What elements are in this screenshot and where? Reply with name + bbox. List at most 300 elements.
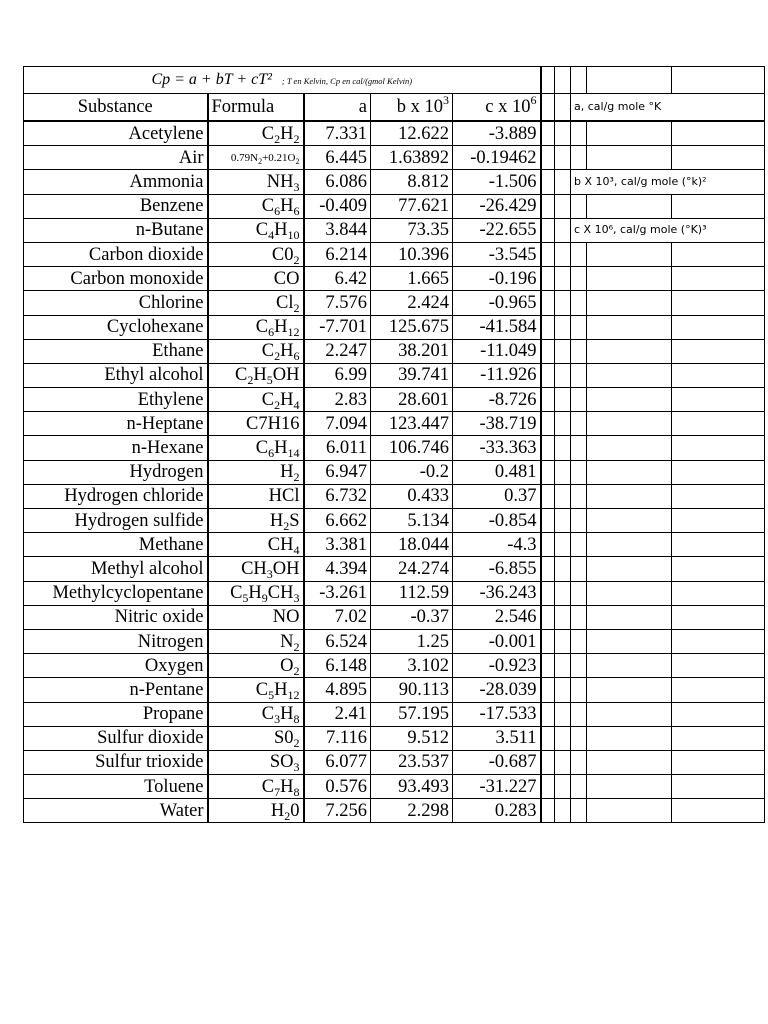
substance-cell: Sulfur trioxide [24,750,208,774]
a-value-cell: 6.148 [304,654,371,678]
empty-cell [672,750,765,774]
empty-cell [541,654,555,678]
empty-cell [555,194,571,218]
formula-part: HCl [268,486,300,507]
substance-cell: Sulfur dioxide [24,726,208,750]
formula-cell [208,799,304,823]
formula-part: C [255,679,269,700]
b-value-cell: 12.622 [371,121,453,146]
c-value-cell: 0.37 [453,484,541,508]
empty-cell [672,388,765,412]
a-value-cell: 2.247 [304,339,371,363]
substance-cell: Water [24,799,208,823]
formula-part: 0 [290,800,300,821]
formula-subscript: 2 [283,518,290,533]
table-row [24,388,765,412]
formula-cell [208,363,304,387]
formula-subscript: 6 [268,446,275,461]
b-value-cell: 93.493 [371,775,453,799]
b-value-cell: 57.195 [371,702,453,726]
substance-cell: Methane [24,533,208,557]
a-value-cell: 7.576 [304,291,371,315]
empty-cell [555,363,571,387]
formula-cell [208,557,304,581]
table-row [24,412,765,436]
empty-cell [672,581,765,605]
empty-cell [571,291,587,315]
formula-subscript: 2 [293,131,300,146]
formula-part: H [280,389,294,410]
empty-cell [672,67,765,94]
substance-cell: Carbon monoxide [24,267,208,291]
a-value-cell: 6.524 [304,629,371,653]
substance-cell: Hydrogen [24,460,208,484]
empty-cell [555,629,571,653]
formula-subscript: 10 [287,228,300,243]
c-value-cell: -3.889 [453,121,541,146]
formula-part: S [289,510,300,531]
formula-subscript: 2 [247,373,254,388]
c-value-cell: -0.19462 [453,146,541,170]
empty-cell [541,146,555,170]
empty-cell [587,678,672,702]
empty-cell [571,339,587,363]
table-row [24,533,765,557]
substance-cell: Chlorine [24,291,208,315]
formula-part: C [255,317,269,338]
formula-part: NH [266,171,294,192]
empty-cell [571,775,587,799]
c-value-cell: -8.726 [453,388,541,412]
c-value-cell: -38.719 [453,412,541,436]
substance-cell: Ethane [24,339,208,363]
empty-cell [555,605,571,629]
empty-cell [587,629,672,653]
empty-cell [571,146,587,170]
empty-cell [587,315,672,339]
table-row [24,799,765,823]
equation: Cp = a + bT + cT² [151,70,272,88]
a-value-cell: -7.701 [304,315,371,339]
formula-cell [208,170,304,194]
formula-part: N [280,631,294,652]
substance-cell: Methyl alcohol [24,557,208,581]
substance-cell: Ethyl alcohol [24,363,208,387]
formula-cell [208,775,304,799]
empty-cell [672,654,765,678]
formula-subscript: 3 [293,179,300,194]
empty-cell [587,799,672,823]
c-value-cell: -6.855 [453,557,541,581]
formula-cell [208,460,304,484]
empty-cell [555,146,571,170]
empty-cell [587,339,672,363]
empty-cell [587,702,672,726]
c-value-cell: -28.039 [453,678,541,702]
b-value-cell: 1.665 [371,267,453,291]
empty-cell [555,557,571,581]
formula-part: CH [267,583,294,604]
formula-cell [208,484,304,508]
c-value-cell: -0.687 [453,750,541,774]
empty-cell [555,388,571,412]
formula-cell [208,242,304,266]
empty-cell [541,605,555,629]
formula-cell [208,218,304,242]
empty-cell [555,267,571,291]
formula-cell [208,629,304,653]
formula-part: C0 [271,244,294,265]
empty-cell [555,218,571,242]
col-header-c: c x $10^6$ [453,94,541,122]
c-value-cell: -17.533 [453,702,541,726]
formula-cell [208,509,304,533]
col-header-a: a [304,94,371,122]
empty-cell [672,146,765,170]
empty-cell [672,436,765,460]
empty-cell [541,726,555,750]
empty-cell [672,799,765,823]
b-value-cell: 77.621 [371,194,453,218]
b-value-cell: 90.113 [371,678,453,702]
formula-subscript: 2 [284,808,291,823]
formula-part: C7H16 [246,413,300,434]
formula-subscript: 2 [293,300,300,315]
c-value-cell: -0.965 [453,291,541,315]
table-row [24,557,765,581]
empty-cell [672,121,765,146]
c-value-cell: -26.429 [453,194,541,218]
formula-cell [208,678,304,702]
substance-cell: Benzene [24,194,208,218]
formula-subscript: 3 [274,712,281,727]
formula-part: C [255,438,269,459]
formula-subscript: 12 [287,687,300,702]
formula-cell [208,581,304,605]
empty-cell [541,460,555,484]
empty-cell [541,218,555,242]
c-value-cell: -11.049 [453,339,541,363]
formula-cell [208,339,304,363]
empty-cell [541,702,555,726]
empty-cell [672,194,765,218]
b-value-cell: 1.63892 [371,146,453,170]
empty-cell [571,460,587,484]
a-value-cell: 6.947 [304,460,371,484]
empty-cell [555,170,571,194]
formula-subscript: 6 [293,349,300,364]
b-value-cell: -0.2 [371,460,453,484]
empty-cell [555,339,571,363]
table-row [24,170,765,194]
formula-part: H [274,438,288,459]
b-value-cell: 123.447 [371,412,453,436]
formula-part: C [261,123,275,144]
substance-cell: n-Heptane [24,412,208,436]
empty-cell [672,267,765,291]
formula-part: H [269,510,284,531]
substance-cell: Acetylene [24,121,208,146]
table-row [24,194,765,218]
a-value-cell: 4.394 [304,557,371,581]
formula-subscript: 2 [274,397,281,412]
empty-cell [541,363,555,387]
empty-cell [587,436,672,460]
empty-cell [541,775,555,799]
formula-cell [208,436,304,460]
empty-cell [587,654,672,678]
empty-cell [672,775,765,799]
empty-cell [555,726,571,750]
substance-cell: Hydrogen chloride [24,484,208,508]
formula-subscript: 2 [293,252,300,267]
table-row [24,460,765,484]
empty-cell [587,242,672,266]
formula-part: H [280,123,294,144]
formula-cell [208,412,304,436]
empty-cell [541,170,555,194]
formula-part: H [280,341,294,362]
formula-cell [208,291,304,315]
formula-part: H [280,704,294,725]
b-value-cell: 5.134 [371,509,453,533]
substance-cell: Nitrogen [24,629,208,653]
formula-part: C [255,220,269,241]
empty-cell [555,484,571,508]
empty-cell [587,484,672,508]
table-row [24,363,765,387]
a-value-cell: 2.83 [304,388,371,412]
empty-cell [541,629,555,653]
b-value-cell: 38.201 [371,339,453,363]
substance-cell: Oxygen [24,654,208,678]
formula-subscript: 9 [261,591,268,606]
a-value-cell: 7.094 [304,412,371,436]
a-value-cell: 6.077 [304,750,371,774]
a-value-cell: 7.256 [304,799,371,823]
empty-cell [587,750,672,774]
b-value-cell: 73.35 [371,218,453,242]
table-row [24,581,765,605]
col-header-b: b x $10^3$ [371,94,453,122]
c-value-cell: -1.506 [453,170,541,194]
formula-subscript: 6 [274,204,281,219]
empty-cell [555,121,571,146]
empty-cell [541,67,555,94]
formula-part: C [261,341,275,362]
formula-cell [208,267,304,291]
empty-cell [587,533,672,557]
a-value-cell: 2.41 [304,702,371,726]
empty-cell [571,533,587,557]
formula-subscript: 5 [242,591,249,606]
c-value-cell: -0.196 [453,267,541,291]
empty-cell [541,533,555,557]
empty-cell [541,678,555,702]
empty-cell [555,460,571,484]
formula-subscript: 3 [266,566,273,581]
cp-coefficients-table [23,66,765,823]
formula-part: H [253,365,267,386]
empty-cell [571,67,587,94]
col-header-formula: Formula [208,94,304,122]
substance-cell: n-Hexane [24,436,208,460]
formula-cell [208,654,304,678]
substance-cell: Hydrogen sulfide [24,509,208,533]
a-value-cell: 6.086 [304,170,371,194]
empty-cell [672,363,765,387]
empty-cell [571,267,587,291]
formula-part: H [274,679,288,700]
b-value-cell: 39.741 [371,363,453,387]
formula-part: OH [272,365,300,386]
empty-cell [571,581,587,605]
empty-cell [541,412,555,436]
formula-part: O [280,655,294,676]
formula-part: CO [273,268,300,289]
empty-cell [541,484,555,508]
empty-cell [672,291,765,315]
table-row [24,775,765,799]
empty-cell [555,94,571,122]
formula-part: C [261,389,275,410]
empty-cell [571,629,587,653]
empty-cell [672,702,765,726]
substance-cell: Methylcyclopentane [24,581,208,605]
empty-cell [672,460,765,484]
a-value-cell: 6.99 [304,363,371,387]
empty-cell [587,605,672,629]
table-row [24,484,765,508]
substance-cell: Toluene [24,775,208,799]
b-value-cell: 18.044 [371,533,453,557]
equation-cell [24,67,541,94]
a-value-cell: 6.42 [304,267,371,291]
b-value-cell: 8.812 [371,170,453,194]
empty-cell [555,702,571,726]
empty-cell [555,436,571,460]
formula-cell [208,388,304,412]
empty-cell [571,702,587,726]
formula-part: C [261,196,275,217]
b-value-cell: 125.675 [371,315,453,339]
note-c-units: c X 10⁶, cal/g mole (°K)³ [571,218,765,242]
formula-part: H [270,800,285,821]
c-value-cell: 0.283 [453,799,541,823]
empty-cell [541,799,555,823]
formula-subscript: 14 [287,446,300,461]
substance-cell: Carbon dioxide [24,242,208,266]
empty-cell [587,194,672,218]
empty-cell [571,654,587,678]
formula-subscript: 2 [258,156,263,166]
a-value-cell: 4.895 [304,678,371,702]
substance-cell: Air [24,146,208,170]
empty-cell [571,678,587,702]
c-value-cell: -41.584 [453,315,541,339]
table-row [24,218,765,242]
c-value-cell: -33.363 [453,436,541,460]
equation-row [24,67,765,94]
empty-cell [541,581,555,605]
formula-subscript: 2 [293,470,300,485]
table-row [24,339,765,363]
substance-cell: Ammonia [24,170,208,194]
a-value-cell: 6.732 [304,484,371,508]
formula-part: H [274,220,288,241]
empty-cell [541,436,555,460]
table-row [24,629,765,653]
note-b-units: b X 10³, cal/g mole (°k)² [571,170,765,194]
c-value-cell: -4.3 [453,533,541,557]
empty-cell [571,121,587,146]
formula-cell [208,146,304,170]
header-row [24,94,765,122]
c-value-cell: 3.511 [453,726,541,750]
c-value-cell: -0.923 [453,654,541,678]
a-value-cell: -3.261 [304,581,371,605]
empty-cell [555,775,571,799]
formula-subscript: 8 [293,784,300,799]
b-value-cell: 1.25 [371,629,453,653]
table-row [24,291,765,315]
formula-cell [208,194,304,218]
empty-cell [555,412,571,436]
c-value-cell: -36.243 [453,581,541,605]
empty-cell [571,484,587,508]
b-value-cell: -0.37 [371,605,453,629]
a-value-cell: 7.02 [304,605,371,629]
a-value-cell: -0.409 [304,194,371,218]
table-row [24,315,765,339]
c-value-cell: -3.545 [453,242,541,266]
a-value-cell: 6.011 [304,436,371,460]
empty-cell [555,654,571,678]
b-value-cell: 10.396 [371,242,453,266]
formula-part: C [230,583,243,604]
formula-part: H [248,583,262,604]
c-value-cell: -31.227 [453,775,541,799]
empty-cell [587,146,672,170]
formula-part: SO [269,752,294,773]
empty-cell [555,291,571,315]
empty-cell [571,315,587,339]
empty-cell [587,267,672,291]
table-row [24,436,765,460]
c-value-cell: -11.926 [453,363,541,387]
c-value-cell: -22.655 [453,218,541,242]
equation-note: ; T en Kelvin, Cp en cal/(gmol Kelvin) [281,75,413,86]
empty-cell [555,67,571,94]
formula-subscript: 7 [274,784,281,799]
empty-cell [541,121,555,146]
empty-cell [555,315,571,339]
empty-cell [672,242,765,266]
formula-part: CH [267,534,294,555]
empty-cell [541,194,555,218]
b-value-cell: 2.298 [371,799,453,823]
empty-cell [672,557,765,581]
b-value-cell: 23.537 [371,750,453,774]
formula-cell [208,750,304,774]
empty-cell [587,509,672,533]
note-a-units: a, cal/g mole °K [571,94,765,122]
a-value-cell: 3.844 [304,218,371,242]
b-value-cell: 9.512 [371,726,453,750]
formula-subscript: 5 [268,687,275,702]
empty-cell [571,436,587,460]
a-value-cell: 6.445 [304,146,371,170]
